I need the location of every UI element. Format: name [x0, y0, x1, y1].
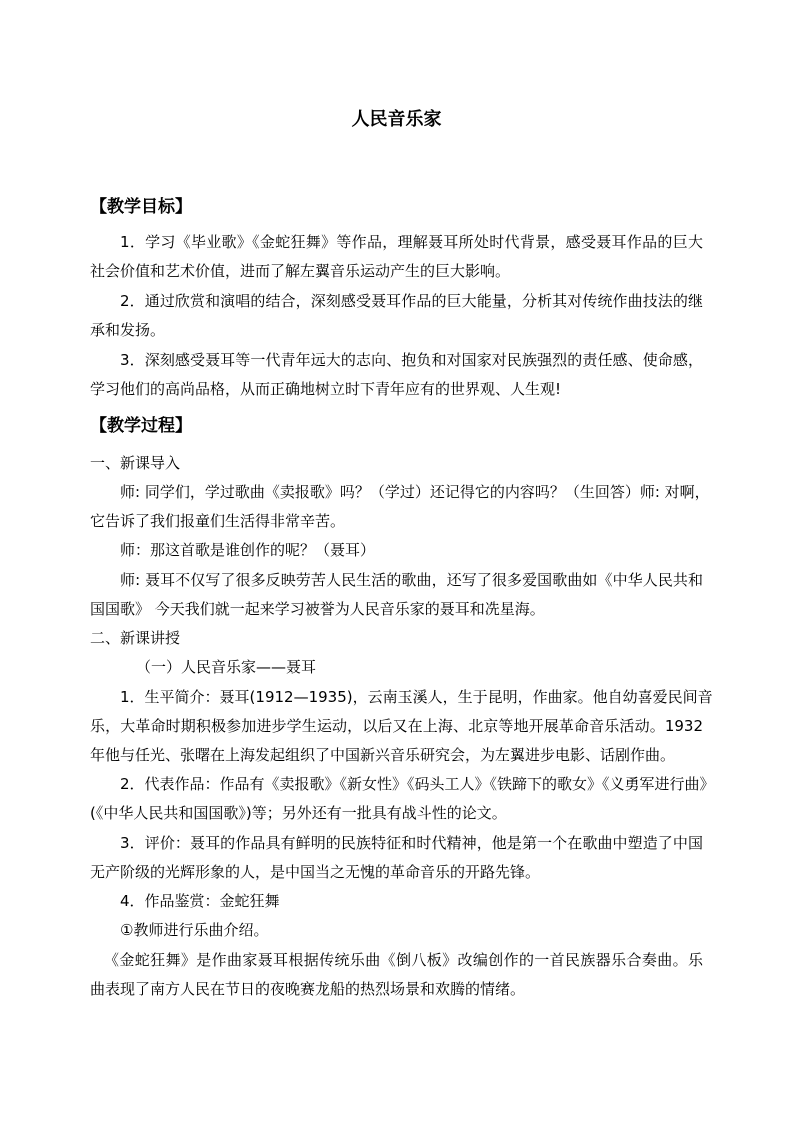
paragraph-line: ①教师进行乐曲介绍。: [120, 921, 269, 939]
paragraph-line: 师: 聂耳不仅写了很多反映劳苦人民生活的歌曲，还写了很多爱国歌曲如《中华人民共和: [120, 571, 703, 589]
paragraph-line: 4．作品鉴赏：金蛇狂舞: [120, 892, 280, 910]
heading-teaching-process: 【教学过程】: [90, 416, 192, 436]
paragraph-line: 国国歌》 今天我们就一起来学习被誉为人民音乐家的聂耳和冼星海。: [90, 600, 545, 618]
paragraph-line: 师: 同学们，学过歌曲《卖报歌》吗？（学过）还记得它的内容吗？（生回答）师: 对啊，: [120, 483, 710, 501]
page-title: 人民音乐家: [351, 109, 442, 130]
paragraph-line: 年他与任光、张曙在上海发起组织了中国新兴音乐研究会，为左翼进步电影、话剧作曲。: [90, 746, 676, 764]
paragraph-line: 承和发扬。: [90, 321, 166, 339]
section-heading: 二、新课讲授: [90, 629, 181, 647]
paragraph-line: 乐，大革命时期积极参加进步学生运动，以后又在上海、北京等地开展革命音乐活动。1932: [90, 717, 703, 735]
paragraph-line: 社会价值和艺术价值，进而了解左翼音乐运动产生的巨大影响。: [90, 262, 511, 280]
paragraph-line: 师：那这首歌是谁创作的呢？（聂耳）: [120, 541, 376, 559]
paragraph-line: 它告诉了我们报童们生活得非常辛苦。: [90, 512, 346, 530]
paragraph-line: 《金蛇狂舞》是作曲家聂耳根据传统乐曲《倒八板》改编创作的一首民族器乐合奏曲。乐: [104, 951, 703, 969]
paragraph-line: 3．深刻感受聂耳等一代青年远大的志向、抱负和对国家对民族强烈的责任感、使命感，: [120, 351, 703, 369]
section-heading: 一、新课导入: [90, 454, 181, 472]
paragraph-line: 曲表现了南方人民在节日的夜晚赛龙船的热烈场景和欢腾的情绪。: [90, 980, 526, 998]
paragraph-line: (《中华人民共和国国歌》)等；另外还有一批具有战斗性的论文。: [90, 804, 507, 822]
paragraph-line: 无产阶级的光辉形象的人，是中国当之无愧的革命音乐的开路先锋。: [90, 863, 541, 881]
paragraph-line: 3．评价：聂耳的作品具有鲜明的民族特征和时代精神，他是第一个在歌曲中塑造了中国: [120, 834, 703, 852]
paragraph-line: 2．通过欣赏和演唱的结合，深刻感受聂耳作品的巨大能量，分析其对传统作曲技法的继: [120, 292, 703, 310]
paragraph-line: 1．学习《毕业歌》《金蛇狂舞》等作品，理解聂耳所处时代背景，感受聂耳作品的巨大: [120, 233, 703, 251]
paragraph-line: 2．代表作品：作品有《卖报歌》《新女性》《码头工人》《铁蹄下的歌女》《义勇军进行曲》: [120, 775, 715, 793]
heading-teaching-goals: 【教学目标】: [90, 197, 192, 217]
subsection-heading: （一）人民音乐家——聂耳: [136, 658, 317, 676]
paragraph-line: 学习他们的高尚品格，从而正确地树立时下青年应有的世界观、人生观!: [90, 380, 562, 398]
paragraph-line: 1．生平简介：聂耳(1912—1935)，云南玉溪人，生于昆明，作曲家。他自幼喜爱民间音: [120, 688, 713, 706]
